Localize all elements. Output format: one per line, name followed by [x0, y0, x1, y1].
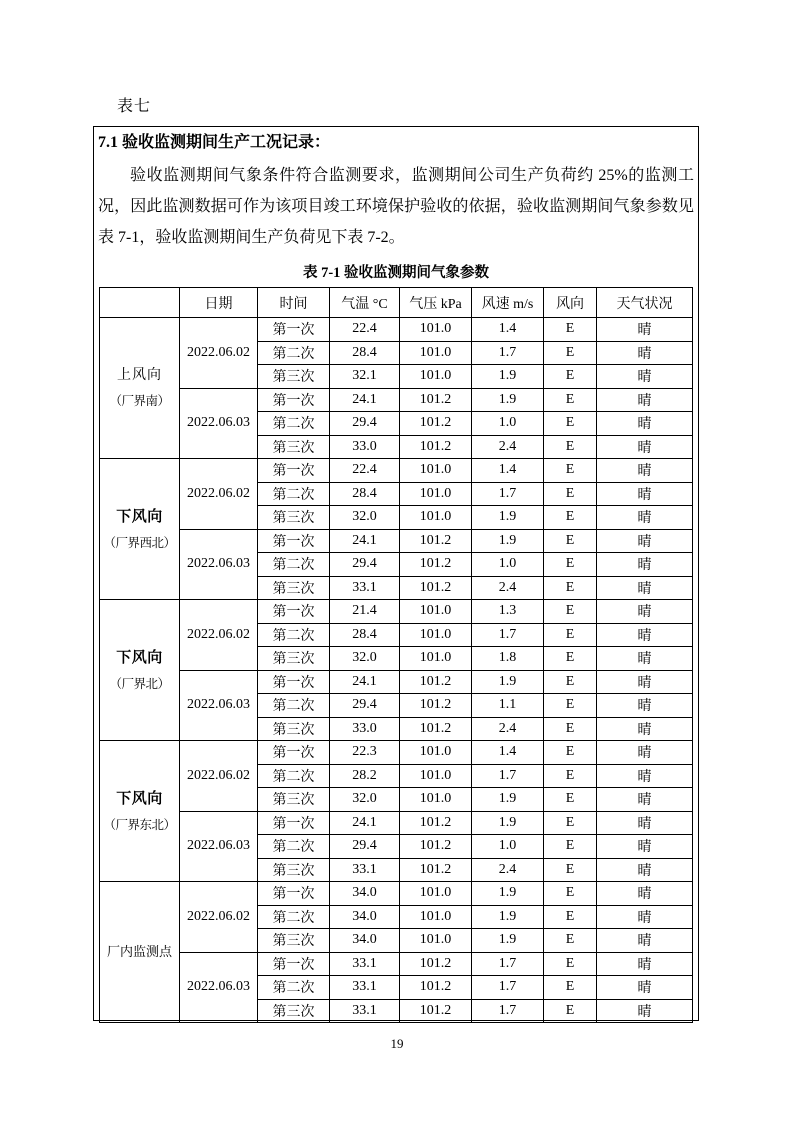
location-name: 下风向 — [116, 508, 163, 526]
time-cell: 第二次 — [258, 976, 330, 1000]
wind-direction-cell: E — [544, 318, 597, 342]
weather-cell: 晴 — [597, 788, 693, 812]
pressure-cell: 101.0 — [400, 341, 472, 365]
temperature-cell: 32.0 — [330, 506, 400, 530]
pressure-cell: 101.0 — [400, 647, 472, 671]
wind-speed-cell: 1.7 — [472, 764, 544, 788]
wind-speed-cell: 1.7 — [472, 976, 544, 1000]
weather-cell: 晴 — [597, 905, 693, 929]
temperature-cell: 22.3 — [330, 741, 400, 765]
time-cell: 第二次 — [258, 764, 330, 788]
table-row — [100, 388, 693, 412]
pressure-cell: 101.0 — [400, 318, 472, 342]
temperature-cell: 24.1 — [330, 811, 400, 835]
temperature-cell: 34.0 — [330, 929, 400, 953]
wind-speed-cell: 1.9 — [472, 882, 544, 906]
page-number: 19 — [390, 1036, 404, 1051]
pressure-cell: 101.2 — [400, 694, 472, 718]
wind-speed-cell: 1.9 — [472, 365, 544, 389]
weather-cell: 晴 — [597, 764, 693, 788]
wind-direction-cell: E — [544, 741, 597, 765]
weather-cell: 晴 — [597, 647, 693, 671]
wind-speed-cell: 1.9 — [472, 788, 544, 812]
wind-speed-cell: 1.9 — [472, 388, 544, 412]
date-cell: 2022.06.02 — [180, 741, 258, 812]
temperature-cell: 24.1 — [330, 388, 400, 412]
table-row — [100, 952, 693, 976]
paragraph-line: 况，因此监测数据可作为该项目竣工环境保护验收的依据，验收监测期间气象参数见 — [98, 198, 694, 215]
date-cell: 2022.06.02 — [180, 318, 258, 389]
wind-direction-cell: E — [544, 952, 597, 976]
time-cell: 第一次 — [258, 529, 330, 553]
time-cell: 第三次 — [258, 647, 330, 671]
wind-direction-cell: E — [544, 999, 597, 1023]
temperature-cell: 33.0 — [330, 435, 400, 459]
pressure-cell: 101.2 — [400, 553, 472, 577]
pressure-cell: 101.2 — [400, 576, 472, 600]
time-cell: 第二次 — [258, 905, 330, 929]
wind-speed-cell: 1.8 — [472, 647, 544, 671]
time-cell: 第三次 — [258, 999, 330, 1023]
weather-cell: 晴 — [597, 482, 693, 506]
time-cell: 第三次 — [258, 788, 330, 812]
wind-speed-cell: 1.9 — [472, 929, 544, 953]
header-temperature: 气温 °C — [330, 288, 400, 318]
weather-cell: 晴 — [597, 600, 693, 624]
time-cell: 第三次 — [258, 717, 330, 741]
pressure-cell: 101.2 — [400, 835, 472, 859]
temperature-cell: 29.4 — [330, 412, 400, 436]
weather-cell: 晴 — [597, 365, 693, 389]
weather-cell: 晴 — [597, 553, 693, 577]
header-pressure: 气压 kPa — [400, 288, 472, 318]
weather-cell: 晴 — [597, 882, 693, 906]
wind-direction-cell: E — [544, 811, 597, 835]
table-header-row — [100, 288, 693, 318]
temperature-cell: 28.2 — [330, 764, 400, 788]
date-cell: 2022.06.02 — [180, 600, 258, 671]
content-box — [93, 126, 699, 1021]
location-name: 下风向 — [116, 790, 163, 808]
page-kicker: 表七 — [117, 98, 152, 115]
weather-cell: 晴 — [597, 858, 693, 882]
location-subname: （厂界东北） — [103, 817, 176, 832]
wind-speed-cell: 1.7 — [472, 952, 544, 976]
time-cell: 第三次 — [258, 435, 330, 459]
wind-direction-cell: E — [544, 435, 597, 459]
weather-cell: 晴 — [597, 999, 693, 1023]
pressure-cell: 101.0 — [400, 882, 472, 906]
time-cell: 第二次 — [258, 694, 330, 718]
weather-cell: 晴 — [597, 976, 693, 1000]
time-cell: 第一次 — [258, 952, 330, 976]
location-subname: （厂界北） — [109, 676, 170, 691]
weather-cell: 晴 — [597, 388, 693, 412]
section-heading: 7.1 验收监测期间生产工况记录： — [98, 134, 331, 151]
weather-cell: 晴 — [597, 741, 693, 765]
weather-cell: 晴 — [597, 717, 693, 741]
wind-speed-cell: 1.7 — [472, 999, 544, 1023]
weather-cell: 晴 — [597, 623, 693, 647]
wind-speed-cell: 1.0 — [472, 412, 544, 436]
location-name: 上风向 — [117, 367, 162, 383]
table-title: 表 7-1 验收监测期间气象参数 — [302, 265, 490, 281]
time-cell: 第二次 — [258, 482, 330, 506]
wind-direction-cell: E — [544, 600, 597, 624]
wind-speed-cell: 2.4 — [472, 435, 544, 459]
temperature-cell: 34.0 — [330, 882, 400, 906]
wind-speed-cell: 1.9 — [472, 529, 544, 553]
temperature-cell: 24.1 — [330, 670, 400, 694]
wind-speed-cell: 1.9 — [472, 811, 544, 835]
time-cell: 第三次 — [258, 858, 330, 882]
wind-direction-cell: E — [544, 882, 597, 906]
paragraph-line: 表 7-1，验收监测期间生产负荷见下表 7-2。 — [98, 229, 405, 246]
wind-speed-cell: 1.7 — [472, 623, 544, 647]
wind-direction-cell: E — [544, 717, 597, 741]
wind-direction-cell: E — [544, 788, 597, 812]
wind-direction-cell: E — [544, 482, 597, 506]
wind-direction-cell: E — [544, 459, 597, 483]
time-cell: 第三次 — [258, 506, 330, 530]
time-cell: 第二次 — [258, 835, 330, 859]
date-cell: 2022.06.03 — [180, 952, 258, 1023]
table-row — [100, 318, 693, 342]
temperature-cell: 33.1 — [330, 858, 400, 882]
wind-speed-cell: 1.4 — [472, 459, 544, 483]
date-cell: 2022.06.02 — [180, 459, 258, 530]
pressure-cell: 101.0 — [400, 741, 472, 765]
weather-cell: 晴 — [597, 341, 693, 365]
wind-direction-cell: E — [544, 341, 597, 365]
temperature-cell: 22.4 — [330, 318, 400, 342]
location-subname: （厂界南） — [109, 393, 170, 408]
header-time: 时间 — [258, 288, 330, 318]
date-cell: 2022.06.03 — [180, 670, 258, 741]
time-cell: 第一次 — [258, 741, 330, 765]
pressure-cell: 101.0 — [400, 905, 472, 929]
wind-speed-cell: 1.9 — [472, 506, 544, 530]
wind-direction-cell: E — [544, 929, 597, 953]
wind-direction-cell: E — [544, 670, 597, 694]
time-cell: 第三次 — [258, 929, 330, 953]
temperature-cell: 28.4 — [330, 482, 400, 506]
pressure-cell: 101.0 — [400, 929, 472, 953]
wind-speed-cell: 2.4 — [472, 717, 544, 741]
weather-cell: 晴 — [597, 412, 693, 436]
weather-cell: 晴 — [597, 435, 693, 459]
weather-cell: 晴 — [597, 670, 693, 694]
pressure-cell: 101.0 — [400, 365, 472, 389]
pressure-cell: 101.0 — [400, 506, 472, 530]
pressure-cell: 101.0 — [400, 764, 472, 788]
pressure-cell: 101.2 — [400, 435, 472, 459]
weather-table — [99, 287, 693, 1023]
weather-cell: 晴 — [597, 952, 693, 976]
pressure-cell: 101.0 — [400, 459, 472, 483]
temperature-cell: 33.0 — [330, 717, 400, 741]
temperature-cell: 33.1 — [330, 952, 400, 976]
wind-speed-cell: 1.0 — [472, 835, 544, 859]
time-cell: 第一次 — [258, 388, 330, 412]
time-cell: 第二次 — [258, 553, 330, 577]
body-paragraph — [98, 160, 694, 253]
weather-cell: 晴 — [597, 811, 693, 835]
time-cell: 第一次 — [258, 811, 330, 835]
time-cell: 第一次 — [258, 600, 330, 624]
pressure-cell: 101.2 — [400, 999, 472, 1023]
time-cell: 第一次 — [258, 670, 330, 694]
temperature-cell: 29.4 — [330, 694, 400, 718]
weather-cell: 晴 — [597, 459, 693, 483]
pressure-cell: 101.2 — [400, 717, 472, 741]
time-cell: 第三次 — [258, 576, 330, 600]
header-location — [100, 288, 180, 318]
wind-direction-cell: E — [544, 623, 597, 647]
wind-direction-cell: E — [544, 388, 597, 412]
wind-direction-cell: E — [544, 694, 597, 718]
pressure-cell: 101.2 — [400, 670, 472, 694]
pressure-cell: 101.2 — [400, 858, 472, 882]
paragraph-line: 验收监测期间气象条件符合监测要求，监测期间公司生产负荷约 25%的监测工 — [130, 167, 694, 184]
wind-direction-cell: E — [544, 647, 597, 671]
wind-direction-cell: E — [544, 905, 597, 929]
location-cell — [100, 741, 180, 882]
temperature-cell: 29.4 — [330, 835, 400, 859]
location-cell — [100, 459, 180, 600]
temperature-cell: 34.0 — [330, 905, 400, 929]
temperature-cell: 33.1 — [330, 976, 400, 1000]
temperature-cell: 22.4 — [330, 459, 400, 483]
temperature-cell: 29.4 — [330, 553, 400, 577]
temperature-cell: 32.1 — [330, 365, 400, 389]
pressure-cell: 101.0 — [400, 623, 472, 647]
temperature-cell: 32.0 — [330, 647, 400, 671]
table-row — [100, 882, 693, 906]
temperature-cell: 33.1 — [330, 999, 400, 1023]
weather-cell: 晴 — [597, 694, 693, 718]
time-cell: 第二次 — [258, 623, 330, 647]
temperature-cell: 28.4 — [330, 341, 400, 365]
wind-direction-cell: E — [544, 506, 597, 530]
time-cell: 第一次 — [258, 318, 330, 342]
weather-cell: 晴 — [597, 576, 693, 600]
table-row — [100, 459, 693, 483]
table-row — [100, 670, 693, 694]
weather-cell: 晴 — [597, 506, 693, 530]
header-wind-direction: 风向 — [544, 288, 597, 318]
time-cell: 第二次 — [258, 341, 330, 365]
location-name: 厂内监测点 — [106, 943, 172, 959]
wind-speed-cell: 1.4 — [472, 318, 544, 342]
temperature-cell: 33.1 — [330, 576, 400, 600]
pressure-cell: 101.2 — [400, 529, 472, 553]
location-subname: （厂界西北） — [103, 535, 176, 550]
location-cell — [100, 600, 180, 741]
wind-direction-cell: E — [544, 576, 597, 600]
pressure-cell: 101.2 — [400, 412, 472, 436]
date-cell: 2022.06.03 — [180, 388, 258, 459]
weather-cell: 晴 — [597, 835, 693, 859]
location-cell — [100, 882, 180, 1023]
pressure-cell: 101.2 — [400, 811, 472, 835]
pressure-cell: 101.0 — [400, 788, 472, 812]
weather-cell: 晴 — [597, 318, 693, 342]
header-date: 日期 — [180, 288, 258, 318]
wind-speed-cell: 1.7 — [472, 341, 544, 365]
pressure-cell: 101.2 — [400, 388, 472, 412]
temperature-cell: 24.1 — [330, 529, 400, 553]
date-cell: 2022.06.03 — [180, 529, 258, 600]
wind-speed-cell: 1.3 — [472, 600, 544, 624]
pressure-cell: 101.0 — [400, 600, 472, 624]
wind-speed-cell: 1.1 — [472, 694, 544, 718]
date-cell: 2022.06.02 — [180, 882, 258, 953]
wind-speed-cell: 1.9 — [472, 670, 544, 694]
wind-speed-cell: 1.9 — [472, 905, 544, 929]
header-weather: 天气状况 — [597, 288, 693, 318]
wind-direction-cell: E — [544, 412, 597, 436]
time-cell: 第一次 — [258, 882, 330, 906]
wind-direction-cell: E — [544, 858, 597, 882]
time-cell: 第三次 — [258, 365, 330, 389]
time-cell: 第一次 — [258, 459, 330, 483]
wind-direction-cell: E — [544, 976, 597, 1000]
temperature-cell: 21.4 — [330, 600, 400, 624]
location-name: 下风向 — [116, 649, 163, 667]
wind-direction-cell: E — [544, 365, 597, 389]
temperature-cell: 28.4 — [330, 623, 400, 647]
location-cell — [100, 318, 180, 459]
wind-speed-cell: 1.0 — [472, 553, 544, 577]
pressure-cell: 101.2 — [400, 952, 472, 976]
table-row — [100, 741, 693, 765]
wind-direction-cell: E — [544, 835, 597, 859]
pressure-cell: 101.0 — [400, 482, 472, 506]
table-row — [100, 811, 693, 835]
wind-speed-cell: 2.4 — [472, 576, 544, 600]
weather-cell: 晴 — [597, 529, 693, 553]
wind-speed-cell: 2.4 — [472, 858, 544, 882]
date-cell: 2022.06.03 — [180, 811, 258, 882]
wind-direction-cell: E — [544, 529, 597, 553]
header-wind-speed: 风速 m/s — [472, 288, 544, 318]
wind-speed-cell: 1.7 — [472, 482, 544, 506]
weather-cell: 晴 — [597, 929, 693, 953]
table-row — [100, 529, 693, 553]
wind-direction-cell: E — [544, 553, 597, 577]
temperature-cell: 32.0 — [330, 788, 400, 812]
weather-table-body — [100, 318, 693, 1023]
table-row — [100, 600, 693, 624]
wind-speed-cell: 1.4 — [472, 741, 544, 765]
time-cell: 第二次 — [258, 412, 330, 436]
wind-direction-cell: E — [544, 764, 597, 788]
pressure-cell: 101.2 — [400, 976, 472, 1000]
